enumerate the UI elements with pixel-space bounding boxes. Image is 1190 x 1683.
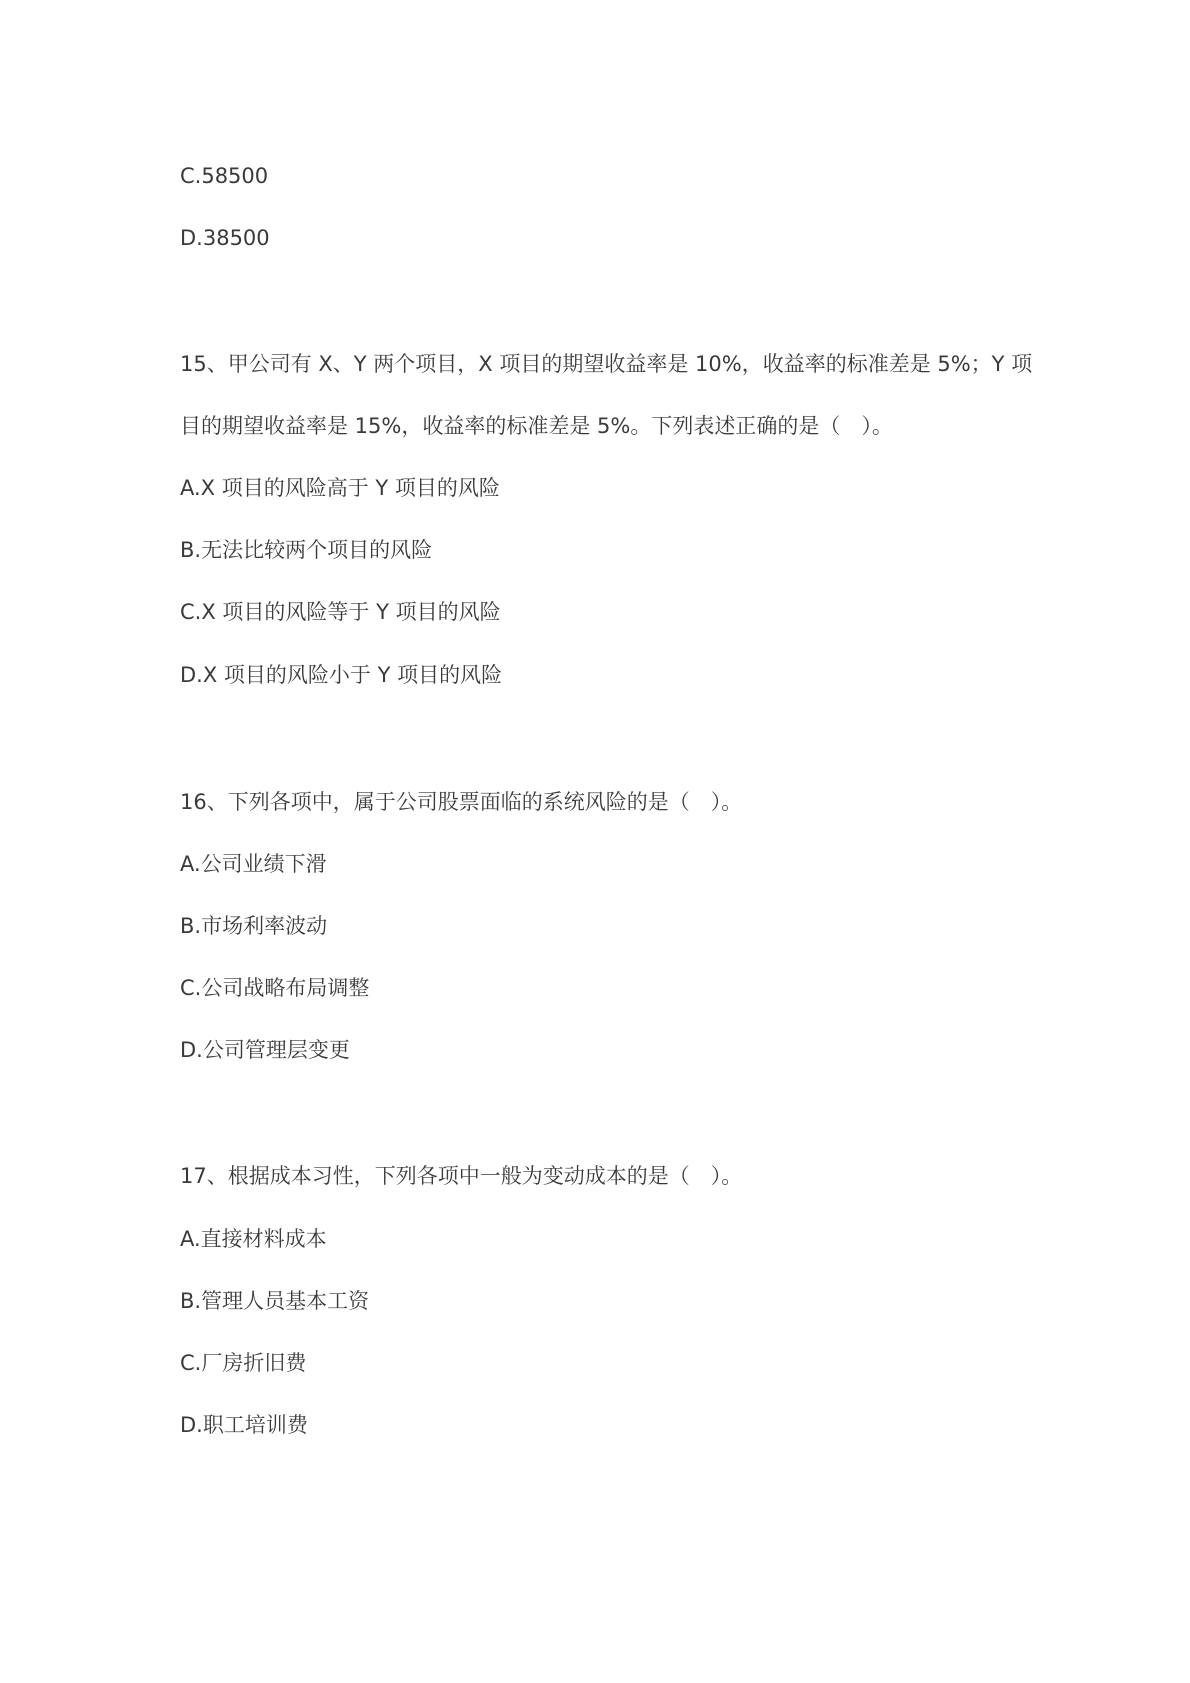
- q16-option-d: D.公司管理层变更: [180, 1038, 350, 1062]
- q16-option-a: A.公司业绩下滑: [180, 852, 327, 876]
- q15-option-a: A.X 项目的风险高于 Y 项目的风险: [180, 476, 500, 500]
- q14-option-c: C.58500: [180, 164, 269, 188]
- q17-option-a: A.直接材料成本: [180, 1227, 327, 1251]
- q16-option-c: C.公司战略布局调整: [180, 976, 370, 1000]
- q16-option-b: B.市场利率波动: [180, 914, 328, 938]
- q17-option-d: D.职工培训费: [180, 1413, 308, 1437]
- q15-stem-line1: 15、甲公司有 X、Y 两个项目，X 项目的期望收益率是 10%，收益率的标准差是 5%；Y 项: [180, 352, 1033, 376]
- q15-option-d: D.X 项目的风险小于 Y 项目的风险: [180, 663, 503, 687]
- q16-stem: 16、下列各项中，属于公司股票面临的系统风险的是（ ）。: [180, 790, 743, 814]
- q15-stem-line2: 目的期望收益率是 15%，收益率的标准差是 5%。下列表述正确的是（ ）。: [180, 414, 893, 438]
- q15-option-b: B.无法比较两个项目的风险: [180, 538, 433, 562]
- q17-option-b: B.管理人员基本工资: [180, 1289, 370, 1313]
- q14-option-d: D.38500: [180, 226, 270, 250]
- q17-option-c: C.厂房折旧费: [180, 1351, 307, 1375]
- q17-stem: 17、根据成本习性，下列各项中一般为变动成本的是（ ）。: [180, 1164, 743, 1188]
- q15-option-c: C.X 项目的风险等于 Y 项目的风险: [180, 600, 501, 624]
